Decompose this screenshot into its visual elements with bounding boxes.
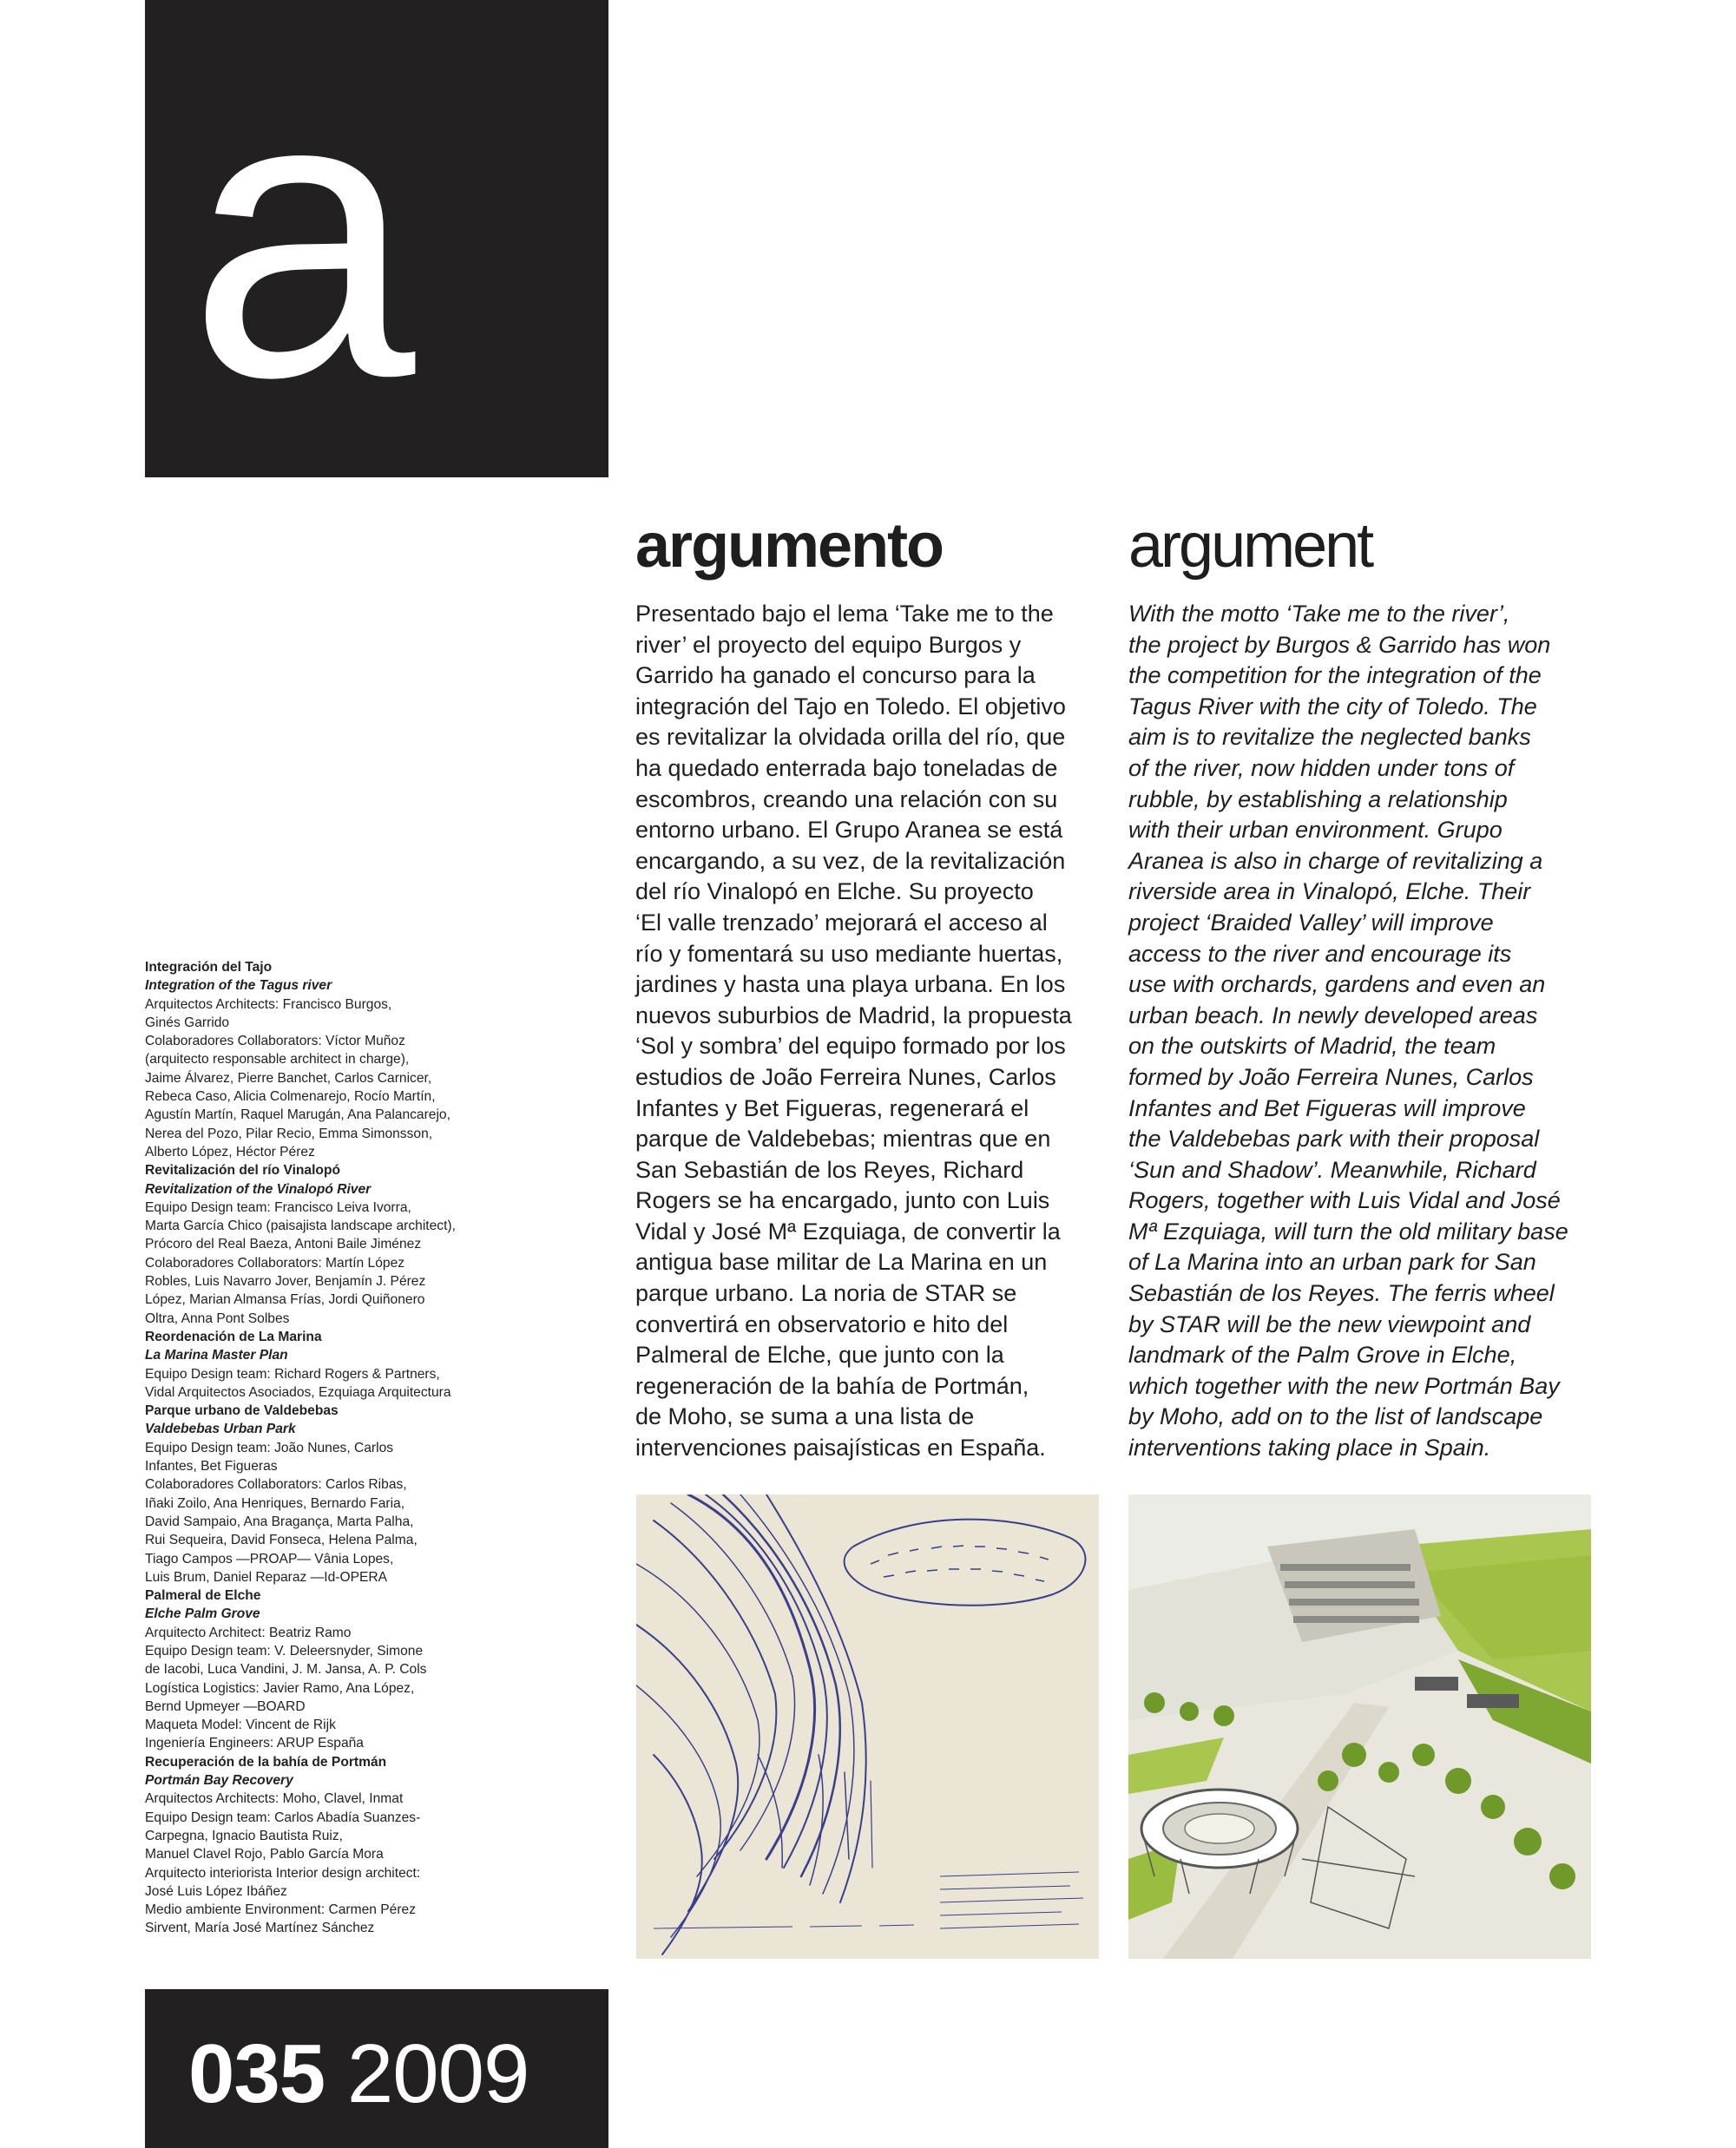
credit-heading: Parque urbano de Valdebebas <box>145 1403 339 1419</box>
credit-line: Iñaki Zoilo, Ana Henriques, Bernardo Faria, <box>145 1495 405 1511</box>
credit-line: Agustín Martín, Raquel Marugán, Ana Palancarejo, <box>145 1107 450 1123</box>
credit-subheading: Valdebebas Urban Park <box>145 1422 296 1437</box>
credit-line: Equipo Design team: Carlos Abadía Suanzes- <box>145 1810 421 1825</box>
english-text-line: With the motto ‘Take me to the river’, <box>1128 601 1510 627</box>
credit-line: Logística Logistics: Javier Ramo, Ana López, <box>145 1680 415 1696</box>
credit-line: Sirvent, María José Martínez Sánchez <box>145 1921 375 1936</box>
spanish-text-line: Presentado bajo el lema ‘Take me to the <box>635 601 1054 627</box>
spanish-text-line: ‘Sol y sombra’ del equipo formado por los <box>635 1033 1066 1060</box>
english-text-line: on the outskirts of Madrid, the team <box>1128 1033 1496 1060</box>
english-text-line: Infantes and Bet Figueras will improve <box>1128 1094 1526 1121</box>
credit-line: Colaboradores Collaborators: Martín López <box>145 1255 405 1271</box>
credit-line: Rebeca Caso, Alicia Colmenarejo, Rocío Martín, <box>145 1089 436 1105</box>
credit-line: Equipo Design team: V. Deleersnyder, Simone <box>145 1643 424 1659</box>
credit-line: López, Marian Almansa Frías, Jordi Quiñonero <box>145 1292 425 1308</box>
credit-line: Arquitectos Architects: Francisco Burgos, <box>145 996 392 1012</box>
english-text-line: aim is to revitalize the neglected banks <box>1128 724 1531 751</box>
credit-heading: Recuperación de la bahía de Portmán <box>145 1754 387 1770</box>
english-text-line: ‘Sun and Shadow’. Meanwhile, Richard <box>1128 1156 1536 1183</box>
magazine-logo-block <box>145 0 608 477</box>
credit-line: David Sampaio, Ana Bragança, Marta Palha, <box>145 1514 414 1529</box>
spanish-text-line: de Moho, se suma a una lista de <box>635 1403 975 1430</box>
urban-park-render-drawing <box>1128 1494 1591 1959</box>
spanish-text-line: ha quedado enterrada bajo toneladas de <box>635 754 1058 781</box>
spanish-text-line: intervenciones paisajísticas en España. <box>635 1435 1046 1462</box>
english-text-line: of the river, now hidden under tons of <box>1128 754 1515 781</box>
credit-line: Prócoro del Real Baeza, Antoni Baile Jiménez <box>145 1237 422 1252</box>
english-text-line: by STAR will be the new viewpoint and <box>1128 1310 1531 1337</box>
credit-line: Tiago Campos —PROAP— Vânia Lopes, <box>145 1551 394 1567</box>
english-text-line: rubble, by establishing a relationship <box>1128 785 1508 812</box>
credit-line: Marta García Chico (paisajista landscape architect), <box>145 1219 456 1234</box>
spanish-text-line: Infantes y Bet Figueras, regenerará el <box>635 1094 1029 1121</box>
spanish-text-line: integración del Tajo en Toledo. El objetivo <box>635 693 1066 719</box>
spanish-text-line: estudios de João Ferreira Nunes, Carlos <box>635 1063 1056 1090</box>
credit-line: Arquitecto interiorista Interior design architect: <box>145 1865 421 1881</box>
spanish-text-line: Vidal y José Mª Ezquiaga, de convertir la <box>635 1218 1061 1245</box>
credit-subheading: Integration of the Tagus river <box>145 978 332 994</box>
credit-subheading: La Marina Master Plan <box>145 1348 288 1363</box>
spanish-text-line: escombros, creando una relación con su <box>635 785 1058 812</box>
english-text-line: Aranea is also in charge of revitalizing a <box>1128 847 1543 874</box>
credit-line: (arquitecto responsable architect in charge), <box>145 1052 410 1067</box>
credit-line: Bernd Upmeyer —BOARD <box>145 1698 306 1714</box>
spanish-text-line: del río Vinalopó en Elche. Su proyecto <box>635 878 1034 905</box>
issue-block <box>145 1989 608 2148</box>
spanish-text-line: es revitalizar la olvidada orilla del río, que <box>635 724 1066 751</box>
english-text-line: interventions taking place in Spain. <box>1128 1435 1491 1462</box>
credit-line: Equipo Design team: Francisco Leiva Ivorra, <box>145 1199 411 1215</box>
issue-number: 035 <box>188 2027 326 2120</box>
english-text-line: urban beach. In newly developed areas <box>1128 1002 1538 1028</box>
spanish-text-line: Palmeral de Elche, que junto con la <box>635 1342 1004 1369</box>
english-text-line: of La Marina into an urban park for San <box>1128 1249 1536 1276</box>
credit-heading: Integración del Tajo <box>145 960 273 975</box>
english-text-line: Tagus River with the city of Toledo. The <box>1128 693 1537 719</box>
credit-line: Ingeniería Engineers: ARUP España <box>145 1736 364 1751</box>
urban-park-render-image <box>1128 1494 1591 1959</box>
english-text-line: the Valdebebas park with their proposal <box>1128 1126 1540 1153</box>
credit-line: Infantes, Bet Figueras <box>145 1459 278 1475</box>
spanish-text-line: convertirá en observatorio e hito del <box>635 1310 1009 1337</box>
river-sketch-drawing <box>636 1494 1099 1959</box>
credit-line: Rui Sequeira, David Fonseca, Helena Palma, <box>145 1533 418 1548</box>
credit-line: Luis Brum, Daniel Reparaz —Id-OPERA <box>145 1569 388 1585</box>
spanish-text-line: río y fomentará su uso mediante huertas, <box>635 940 1063 967</box>
credit-line: Colaboradores Collaborators: Carlos Ribas, <box>145 1477 407 1493</box>
spanish-text-line: jardines y hasta una playa urbana. En los <box>635 971 1066 998</box>
spanish-text-line: parque de Valdebebas; mientras que en <box>635 1126 1051 1153</box>
credit-subheading: Revitalization of the Vinalopó River <box>145 1181 372 1197</box>
spanish-title: argumento <box>635 511 944 581</box>
credit-subheading: Portmán Bay Recovery <box>145 1773 293 1789</box>
credit-heading: Revitalización del río Vinalopó <box>145 1163 341 1179</box>
magazine-logo-letter: a <box>188 6 407 462</box>
credit-line: Arquitectos Architects: Moho, Clavel, Inmat <box>145 1791 404 1807</box>
spanish-body-text <box>635 599 1104 1464</box>
river-sketch-image <box>636 1494 1099 1959</box>
credit-line: de Iacobi, Luca Vandini, J. M. Jansa, A. P. Cols <box>145 1662 427 1678</box>
credit-line: Jaime Álvarez, Pierre Banchet, Carlos Carnicer, <box>145 1070 432 1086</box>
credit-line: Robles, Luis Navarro Jover, Benjamín J. Pérez <box>145 1274 426 1290</box>
english-body-text <box>1128 599 1614 1464</box>
credit-subheading: Elche Palm Grove <box>145 1606 260 1622</box>
english-text-line: use with orchards, gardens and even an <box>1128 971 1546 998</box>
credit-line: Oltra, Anna Pont Solbes <box>145 1310 290 1326</box>
spanish-text-line: Garrido ha ganado el concurso para la <box>635 662 1036 689</box>
spanish-text-line: Rogers se ha encargado, junto con Luis <box>635 1187 1050 1214</box>
credit-line: Alberto López, Héctor Pérez <box>145 1144 315 1159</box>
issue-year: 2009 <box>346 2027 529 2120</box>
credit-heading: Palmeral de Elche <box>145 1588 261 1604</box>
english-text-line: access to the river and encourage its <box>1128 940 1512 967</box>
credit-line: Carpegna, Ignacio Bautista Ruiz, <box>145 1828 343 1843</box>
english-text-line: which together with the new Portmán Bay <box>1128 1372 1560 1399</box>
credit-line: Medio ambiente Environment: Carmen Pérez <box>145 1902 417 1918</box>
spanish-text-line: river’ el proyecto del equipo Burgos y <box>635 631 1022 658</box>
english-text-line: formed by João Ferreira Nunes, Carlos <box>1128 1063 1534 1090</box>
english-text-line: the project by Burgos & Garrido has won <box>1128 631 1551 658</box>
spanish-text-line: ‘El valle trenzado’ mejorará el acceso al <box>635 909 1048 936</box>
credit-line: Nerea del Pozo, Pilar Recio, Emma Simonsson, <box>145 1126 433 1141</box>
spanish-text-line: San Sebastián de los Reyes, Richard <box>635 1156 1024 1183</box>
english-text-line: Sebastián de los Reyes. The ferris wheel <box>1128 1280 1555 1307</box>
credit-line: Maqueta Model: Vincent de Rijk <box>145 1718 336 1733</box>
project-credits <box>145 958 510 1938</box>
english-text-line: riverside area in Vinalopó, Elche. Their <box>1128 878 1531 905</box>
spanish-text-line: regeneración de la bahía de Portmán, <box>635 1372 1029 1399</box>
spanish-text-line: nuevos suburbios de Madrid, la propuesta <box>635 1002 1072 1028</box>
credit-line: Equipo Design team: João Nunes, Carlos <box>145 1440 394 1455</box>
credit-line: Colaboradores Collaborators: Víctor Muñoz <box>145 1034 405 1049</box>
spanish-text-line: entorno urbano. El Grupo Aranea se está <box>635 817 1063 844</box>
spanish-text-line: encargando, a su vez, de la revitalización <box>635 847 1066 874</box>
credit-line: Equipo Design team: Richard Rogers & Partners, <box>145 1366 440 1382</box>
credit-heading: Reordenación de La Marina <box>145 1329 322 1344</box>
credit-line: Ginés Garrido <box>145 1015 230 1030</box>
english-text-line: Mª Ezquiaga, will turn the old military base <box>1128 1218 1568 1245</box>
spanish-text-line: parque urbano. La noria de STAR se <box>635 1280 1017 1307</box>
english-text-line: project ‘Braided Valley’ will improve <box>1128 909 1494 936</box>
credit-line: José Luis López Ibáñez <box>145 1883 287 1899</box>
credit-line: Vidal Arquitectos Asociados, Ezquiaga Arquitectura <box>145 1384 451 1400</box>
credit-line: Manuel Clavel Rojo, Pablo García Mora <box>145 1847 384 1862</box>
english-text-line: the competition for the integration of the <box>1128 662 1542 689</box>
credit-line: Arquitecto Architect: Beatriz Ramo <box>145 1625 352 1640</box>
issue-label <box>188 2027 529 2120</box>
english-text-line: with their urban environment. Grupo <box>1128 817 1503 844</box>
english-text-line: by Moho, add on to the list of landscape <box>1128 1403 1543 1430</box>
english-text-line: Rogers, together with Luis Vidal and José <box>1128 1187 1561 1214</box>
english-text-line: landmark of the Palm Grove in Elche, <box>1128 1342 1517 1369</box>
spanish-text-line: antigua base militar de La Marina en un <box>635 1249 1048 1276</box>
english-title: argument <box>1128 511 1372 581</box>
